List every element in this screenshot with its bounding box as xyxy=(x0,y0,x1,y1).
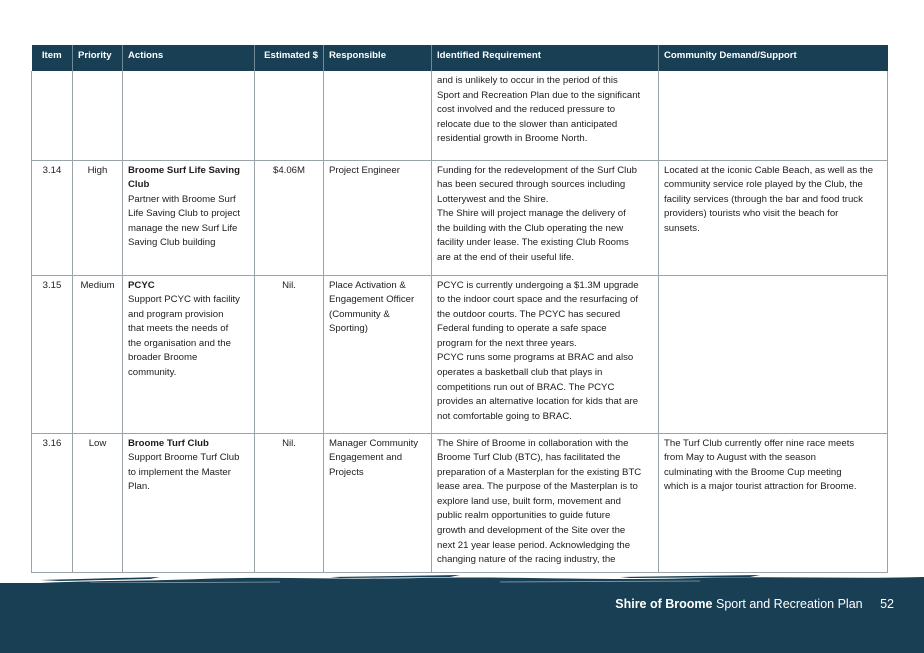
footer xyxy=(615,597,894,611)
cell-community: The Turf Club currently offer nine race meets from May to August with the season culminating with the Broome Cup meeting which is a major tourist attraction for Broome. xyxy=(659,433,888,572)
cell-item: 3.15 xyxy=(32,275,73,433)
cell-requirement: and is unlikely to occur in the period of this Sport and Recreation Plan due to the significant cost involved and the reduced pressure to relocate due to the slower than anticipated residential growth in Broome North. xyxy=(432,71,659,160)
cell-responsible: Project Engineer xyxy=(324,160,432,275)
cell-community xyxy=(659,71,888,160)
table-row xyxy=(32,71,888,160)
cell-actions xyxy=(123,160,255,275)
page-number: 52 xyxy=(880,597,894,611)
action-title: Broome Turf Club xyxy=(128,437,209,449)
header-community: Community Demand/Support xyxy=(659,45,888,71)
action-body: Support Broome Turf Club to implement the Master Plan. xyxy=(128,452,240,493)
cell-requirement: Funding for the redevelopment of the Surf Club has been secured through sources including Lotterywest and the Shire. The Shire will project manage the delivery of the building with the Club operating the new facility under lease. The existing Club Rooms are at the end of their useful life. xyxy=(432,160,659,275)
action-body: Partner with Broome Surf Life Saving Club to project manage the new Surf Life Saving Club building xyxy=(128,193,240,249)
header-item: Item xyxy=(32,45,73,71)
action-plan-table xyxy=(31,45,888,573)
action-body: Support PCYC with facility and program provision that meets the needs of the organisation and the broader Broome community. xyxy=(128,294,240,379)
cell-community xyxy=(659,275,888,433)
table-header-row xyxy=(32,45,888,71)
header-priority: Priority xyxy=(73,45,123,71)
header-requirement: Identified Requirement xyxy=(432,45,659,71)
table-row xyxy=(32,275,888,433)
header-responsible: Responsible xyxy=(324,45,432,71)
cell-priority: Low xyxy=(73,433,123,572)
cell-requirement: PCYC is currently undergoing a $1.3M upgrade to the indoor court space and the resurfacing of the outdoor courts. The PCYC has secured Federal funding to operate a safe space program for the next three years. PCYC runs some programs at BRAC and also operates a basketball club that plays in competitions run out of BRAC. The PCYC provides an alternative location for kids that are not comfortable going to BRAC. xyxy=(432,275,659,433)
cell-item: 3.14 xyxy=(32,160,73,275)
cell-responsible: Manager Community Engagement and Projects xyxy=(324,433,432,572)
cell-estimated: $4.06M xyxy=(255,160,324,275)
table-row xyxy=(32,160,888,275)
footer-doc-title: Sport and Recreation Plan xyxy=(715,597,863,611)
footer-band xyxy=(0,583,924,653)
cell-community: Located at the iconic Cable Beach, as well as the community service role played by the Club, the facility services (through the bar and food truck providers) tourists who visit the beach for sunsets. xyxy=(659,160,888,275)
cell-actions xyxy=(123,433,255,572)
cell-item: 3.16 xyxy=(32,433,73,572)
table-row xyxy=(32,433,888,572)
header-estimated: Estimated $ xyxy=(255,45,324,71)
action-title: PCYC xyxy=(128,279,155,291)
cell-item xyxy=(32,71,73,160)
cell-priority: High xyxy=(73,160,123,275)
cell-priority xyxy=(73,71,123,160)
cell-actions xyxy=(123,275,255,433)
action-title: Broome Surf Life Saving Club xyxy=(128,164,240,191)
cell-priority: Medium xyxy=(73,275,123,433)
cell-estimated: Nil. xyxy=(255,275,324,433)
footer-org: Shire of Broome xyxy=(615,597,713,611)
cell-estimated xyxy=(255,71,324,160)
cell-responsible: Place Activation & Engagement Officer (Community & Sporting) xyxy=(324,275,432,433)
cell-actions xyxy=(123,71,255,160)
cell-requirement: The Shire of Broome in collaboration with the Broome Turf Club (BTC), has facilitated the preparation of a Masterplan for the existing BTC lease area. The purpose of the Masterplan is to explore land use, built form, movement and public realm opportunities to guide future growth and development of the Site over the next 21 year lease period. Acknowledging the changing nature of the racing industry, the xyxy=(432,433,659,572)
header-actions: Actions xyxy=(123,45,255,71)
cell-estimated: Nil. xyxy=(255,433,324,572)
cell-responsible xyxy=(324,71,432,160)
